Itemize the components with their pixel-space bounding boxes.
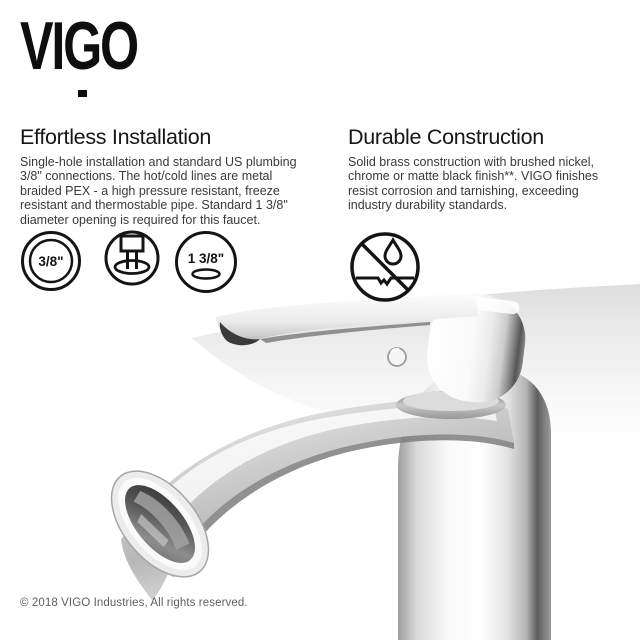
installation-body-line: 3/8" connections. The hot/cold lines are metal xyxy=(20,169,273,184)
construction-section xyxy=(348,125,599,213)
connection-size-icon xyxy=(20,230,82,292)
construction-heading: Durable Construction xyxy=(348,125,544,149)
vigo-logo-dot xyxy=(78,90,87,97)
installation-body-line: resistant and thermostable pipe. Standard 1 3/8" xyxy=(20,198,288,213)
construction-body-line: resist corrosion and tarnishing, exceeding xyxy=(348,183,579,198)
installation-section xyxy=(20,126,316,228)
no-corrosion-icon xyxy=(348,230,422,304)
opening-size-label: 1 3/8" xyxy=(187,251,225,266)
opening-size-icon xyxy=(174,230,238,294)
plumbing-fitting-icon xyxy=(104,230,160,286)
construction-body-line: chrome or matte black finish**. VIGO finishes xyxy=(348,169,599,184)
installation-heading: Effortless Installation xyxy=(20,125,212,149)
installation-body-line: braided PEX - a high pressure resistant, freeze xyxy=(20,183,280,198)
vigo-logo xyxy=(20,8,178,84)
vigo-logo-text: VIGO xyxy=(20,8,137,84)
installation-body-line: diameter opening is required for this faucet. xyxy=(20,212,261,227)
installation-body-line: Single-hole installation and standard US plumbing xyxy=(20,154,297,169)
copyright-text: © 2018 VIGO Industries, All rights reserved. xyxy=(20,597,248,609)
connection-size-label: 3/8" xyxy=(38,254,64,269)
construction-body-line: industry durability standards. xyxy=(348,198,508,213)
faucet-cap-detail xyxy=(388,348,406,366)
installation-icons xyxy=(20,230,225,296)
construction-body-line: Solid brass construction with brushed nickel, xyxy=(348,154,594,169)
